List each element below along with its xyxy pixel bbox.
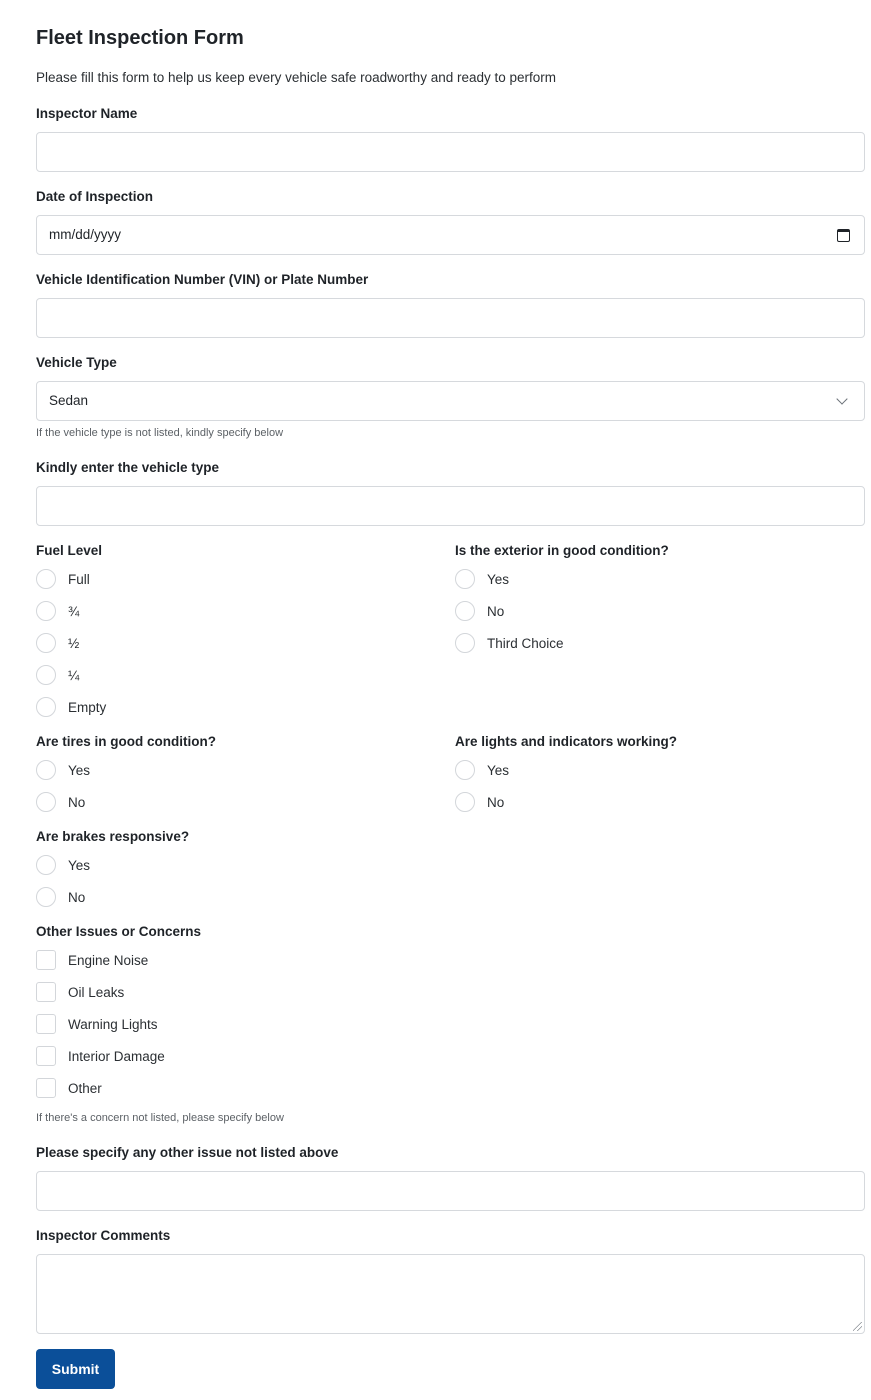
radio-button[interactable] — [36, 792, 56, 812]
option-label: Yes — [68, 857, 91, 873]
date-placeholder: mm/dd/yyyy — [49, 227, 122, 242]
other-issue-detail-input[interactable] — [36, 1171, 865, 1211]
lights-option[interactable] — [455, 759, 509, 781]
option-label: No — [487, 603, 505, 619]
date-of-inspection-label: Date of Inspection — [36, 189, 154, 204]
option-label: Oil Leaks — [68, 984, 125, 1000]
inspector-name-label: Inspector Name — [36, 106, 138, 121]
option-label: No — [68, 794, 86, 810]
radio-button[interactable] — [455, 760, 475, 780]
inspector-name-input[interactable] — [36, 132, 865, 172]
option-label: No — [68, 889, 86, 905]
other-issues-option[interactable] — [36, 1013, 158, 1035]
option-label: No — [487, 794, 505, 810]
fuel-level-option[interactable] — [36, 568, 90, 590]
other-issues-option[interactable] — [36, 981, 124, 1003]
checkbox[interactable] — [36, 1078, 56, 1098]
radio-button[interactable] — [36, 665, 56, 685]
exterior-option[interactable] — [455, 632, 564, 654]
option-label: Other — [68, 1080, 102, 1096]
vehicle-type-selected: Sedan — [49, 393, 89, 408]
radio-button[interactable] — [36, 855, 56, 875]
vehicle-type-label: Vehicle Type — [36, 355, 117, 370]
vehicle-type-other-input[interactable] — [36, 486, 865, 526]
fuel-level-option[interactable] — [36, 632, 79, 654]
inspector-comments-label: Inspector Comments — [36, 1228, 171, 1243]
brakes-option[interactable] — [36, 854, 90, 876]
tires-label: Are tires in good condition? — [36, 734, 216, 749]
radio-button[interactable] — [455, 633, 475, 653]
option-label: ¾ — [68, 603, 80, 619]
brakes-label: Are brakes responsive? — [36, 829, 190, 844]
exterior-label: Is the exterior in good condition? — [455, 543, 669, 558]
vin-label: Vehicle Identification Number (VIN) or Plate Number — [36, 272, 369, 287]
submit-button[interactable]: Submit — [36, 1349, 115, 1389]
other-issue-detail-label: Please specify any other issue not listed above — [36, 1145, 339, 1160]
option-label: Yes — [68, 762, 91, 778]
calendar-icon[interactable] — [837, 229, 850, 242]
date-of-inspection-input[interactable] — [36, 215, 865, 255]
option-label: ¼ — [68, 667, 80, 683]
lights-label: Are lights and indicators working? — [455, 734, 678, 749]
fuel-level-option[interactable] — [36, 600, 79, 622]
radio-button[interactable] — [36, 569, 56, 589]
exterior-option[interactable] — [455, 568, 509, 590]
radio-button[interactable] — [36, 887, 56, 907]
fuel-level-option[interactable] — [36, 664, 79, 686]
vehicle-type-other-label: Kindly enter the vehicle type — [36, 460, 220, 475]
radio-button[interactable] — [455, 569, 475, 589]
other-issues-option[interactable] — [36, 1077, 102, 1099]
form-title: Fleet Inspection Form — [36, 27, 244, 49]
resize-handle-icon[interactable] — [853, 1322, 862, 1331]
lights-option[interactable] — [455, 791, 504, 813]
option-label: Third Choice — [487, 635, 564, 651]
checkbox[interactable] — [36, 1046, 56, 1066]
option-label: Empty — [68, 699, 107, 715]
checkbox[interactable] — [36, 950, 56, 970]
other-issues-label: Other Issues or Concerns — [36, 924, 202, 939]
option-label: ½ — [68, 635, 80, 651]
fuel-level-label: Fuel Level — [36, 543, 103, 558]
option-label: Engine Noise — [68, 952, 149, 968]
brakes-option[interactable] — [36, 886, 85, 908]
tires-option[interactable] — [36, 791, 85, 813]
other-issues-option[interactable] — [36, 1045, 165, 1067]
option-label: Yes — [487, 571, 510, 587]
checkbox[interactable] — [36, 1014, 56, 1034]
option-label: Yes — [487, 762, 510, 778]
option-label: Full — [68, 571, 90, 587]
radio-button[interactable] — [455, 792, 475, 812]
tires-option[interactable] — [36, 759, 90, 781]
inspector-comments-textarea[interactable] — [36, 1254, 865, 1334]
radio-button[interactable] — [36, 760, 56, 780]
other-issues-option[interactable] — [36, 949, 148, 971]
fuel-level-option[interactable] — [36, 696, 106, 718]
vehicle-type-help: If the vehicle type is not listed, kindly specify below — [36, 427, 284, 439]
radio-button[interactable] — [36, 601, 56, 621]
vehicle-type-select[interactable] — [36, 381, 865, 421]
radio-button[interactable] — [36, 697, 56, 717]
option-label: Interior Damage — [68, 1048, 165, 1064]
form-description: Please fill this form to help us keep every vehicle safe roadworthy and ready to perform — [36, 70, 557, 85]
radio-button[interactable] — [455, 601, 475, 621]
vin-input[interactable] — [36, 298, 865, 338]
other-issues-help: If there's a concern not listed, please specify below — [36, 1112, 284, 1124]
radio-button[interactable] — [36, 633, 56, 653]
checkbox[interactable] — [36, 982, 56, 1002]
option-label: Warning Lights — [68, 1016, 158, 1032]
exterior-option[interactable] — [455, 600, 504, 622]
chevron-down-icon — [836, 393, 847, 404]
